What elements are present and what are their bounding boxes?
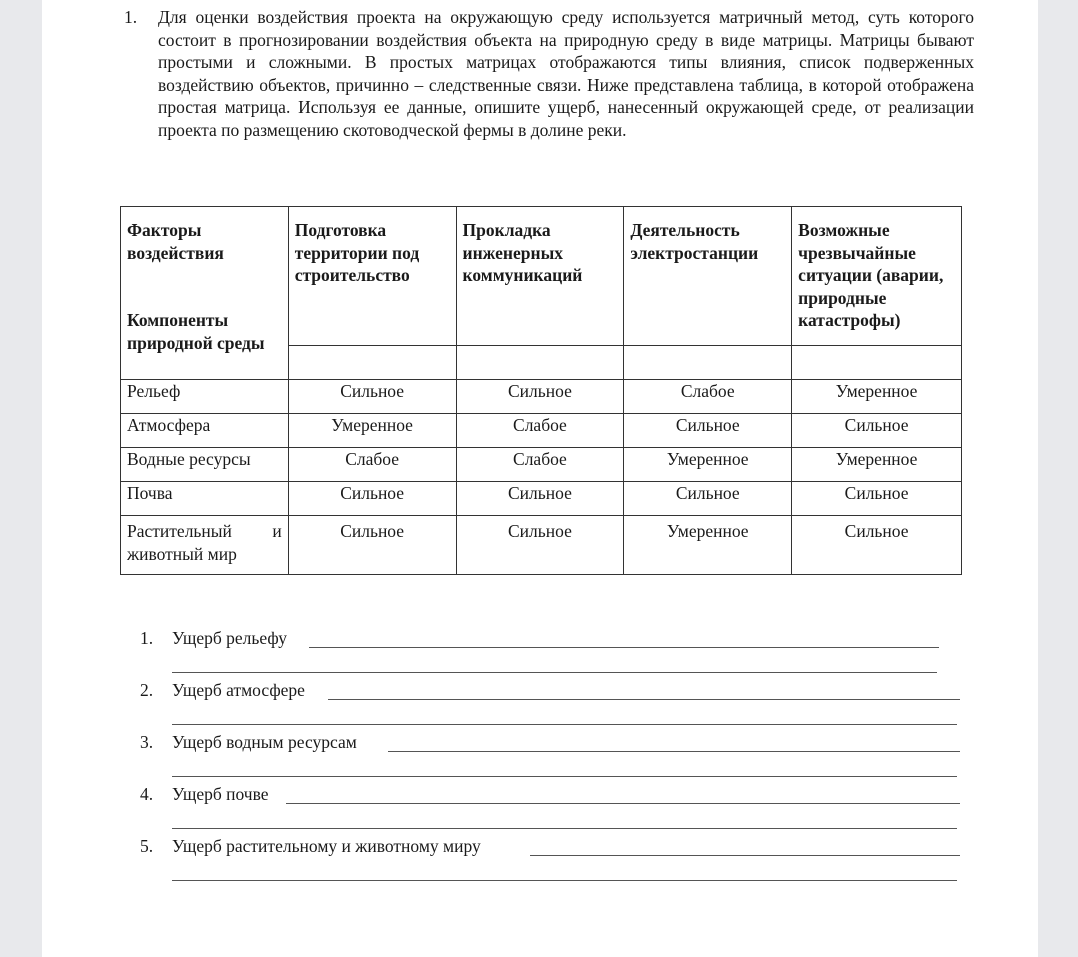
empty-cell: [288, 346, 456, 380]
header-components-label: Компоненты природной среды: [127, 310, 265, 353]
answer-item-relief: [140, 628, 960, 680]
header-col-emergencies: [792, 207, 962, 346]
value-cell: Умеренное: [288, 414, 456, 448]
header-factors-label: Факторы воздействия: [127, 220, 224, 263]
answer-number: 3.: [140, 732, 154, 752]
answer-label: Ущерб почве: [172, 784, 269, 804]
answer-blank-line[interactable]: [172, 724, 957, 725]
header-col-site-preparation: [288, 207, 456, 346]
value-cell: Сильное: [624, 482, 792, 516]
component-cell: Почва: [121, 482, 289, 516]
header-col-power-plant: [624, 207, 792, 346]
answer-blank-line[interactable]: [328, 699, 960, 700]
empty-cell: [456, 346, 624, 380]
answer-blank-line[interactable]: [172, 776, 957, 777]
value-cell: Сильное: [792, 516, 962, 575]
answer-blank-line[interactable]: [530, 855, 960, 856]
component-cell: Водные ресурсы: [121, 448, 289, 482]
task-paragraph: [124, 6, 974, 142]
value-cell: Слабое: [456, 414, 624, 448]
empty-cell: [624, 346, 792, 380]
answer-blank-line[interactable]: [172, 880, 957, 881]
value-cell: Умеренное: [792, 448, 962, 482]
answer-blank-line[interactable]: [309, 647, 939, 648]
header-col-utilities: [456, 207, 624, 346]
value-cell: Умеренное: [792, 380, 962, 414]
answer-item-soil: [140, 784, 960, 836]
component-line: Растительный и: [127, 521, 282, 541]
header-label: Прокладка инженерных коммуникаций: [462, 220, 583, 285]
value-cell: Умеренное: [624, 448, 792, 482]
impact-matrix-table: [120, 206, 962, 575]
value-cell: Сильное: [792, 482, 962, 516]
value-cell: Слабое: [624, 380, 792, 414]
value-cell: Сильное: [456, 380, 624, 414]
answer-number: 1.: [140, 628, 154, 648]
answer-list: [140, 628, 960, 888]
task-text: Для оценки воздействия проекта на окружающую среду используется матричный метод, суть которого состоит в прогнозировании воздействия объекта на природную среду в виде матрицы. Матрицы бывают простыми и сложными. В простых матрицах отображаются типы влияния, список подверженных воздействию объектов, причинно – следственные связи. Ниже представлена таблица, в которой отображена простая матрица. Используя ее данные, опишите ущерб, нанесенный окружающей среде, от реализации проекта по размещению скотоводческой фермы в долине реки.: [158, 7, 974, 140]
task-number: 1.: [124, 7, 138, 27]
value-cell: Сильное: [288, 380, 456, 414]
value-cell: Сильное: [288, 482, 456, 516]
answer-label: Ущерб водным ресурсам: [172, 732, 357, 752]
value-cell: Сильное: [456, 516, 624, 575]
answer-blank-line[interactable]: [172, 828, 957, 829]
header-label: Деятельность электростанции: [630, 220, 759, 263]
answer-number: 4.: [140, 784, 154, 804]
value-cell: Сильное: [792, 414, 962, 448]
header-label: Подготовка территории под строительство: [294, 220, 420, 285]
answer-item-water-resources: [140, 732, 960, 784]
value-cell: Слабое: [456, 448, 624, 482]
component-cell: Рельеф: [121, 380, 289, 414]
value-cell: Сильное: [456, 482, 624, 516]
component-line: животный мир: [127, 543, 237, 564]
value-cell: Сильное: [288, 516, 456, 575]
table-row: [121, 380, 962, 414]
header-label: Возможные чрезвычайные ситуации (аварии, природные катастрофы): [798, 220, 944, 330]
answer-blank-line[interactable]: [172, 672, 937, 673]
answer-number: 5.: [140, 836, 154, 856]
table-row: [121, 482, 962, 516]
answer-blank-line[interactable]: [388, 751, 960, 752]
empty-cell: [792, 346, 962, 380]
answer-blank-line[interactable]: [286, 803, 960, 804]
table-header-row: [121, 207, 962, 346]
value-cell: Сильное: [624, 414, 792, 448]
answer-item-atmosphere: [140, 680, 960, 732]
answer-item-flora-fauna: [140, 836, 960, 888]
answer-label: Ущерб атмосфере: [172, 680, 305, 700]
table-row: [121, 414, 962, 448]
header-corner-cell: [121, 207, 289, 380]
answer-label: Ущерб рельефу: [172, 628, 287, 648]
answer-label: Ущерб растительному и животному миру: [172, 836, 481, 856]
component-cell: [121, 516, 289, 575]
value-cell: Умеренное: [624, 516, 792, 575]
answer-number: 2.: [140, 680, 154, 700]
component-cell: Атмосфера: [121, 414, 289, 448]
document-page: [42, 0, 1038, 957]
table-row: [121, 448, 962, 482]
value-cell: Слабое: [288, 448, 456, 482]
table-row: [121, 516, 962, 575]
